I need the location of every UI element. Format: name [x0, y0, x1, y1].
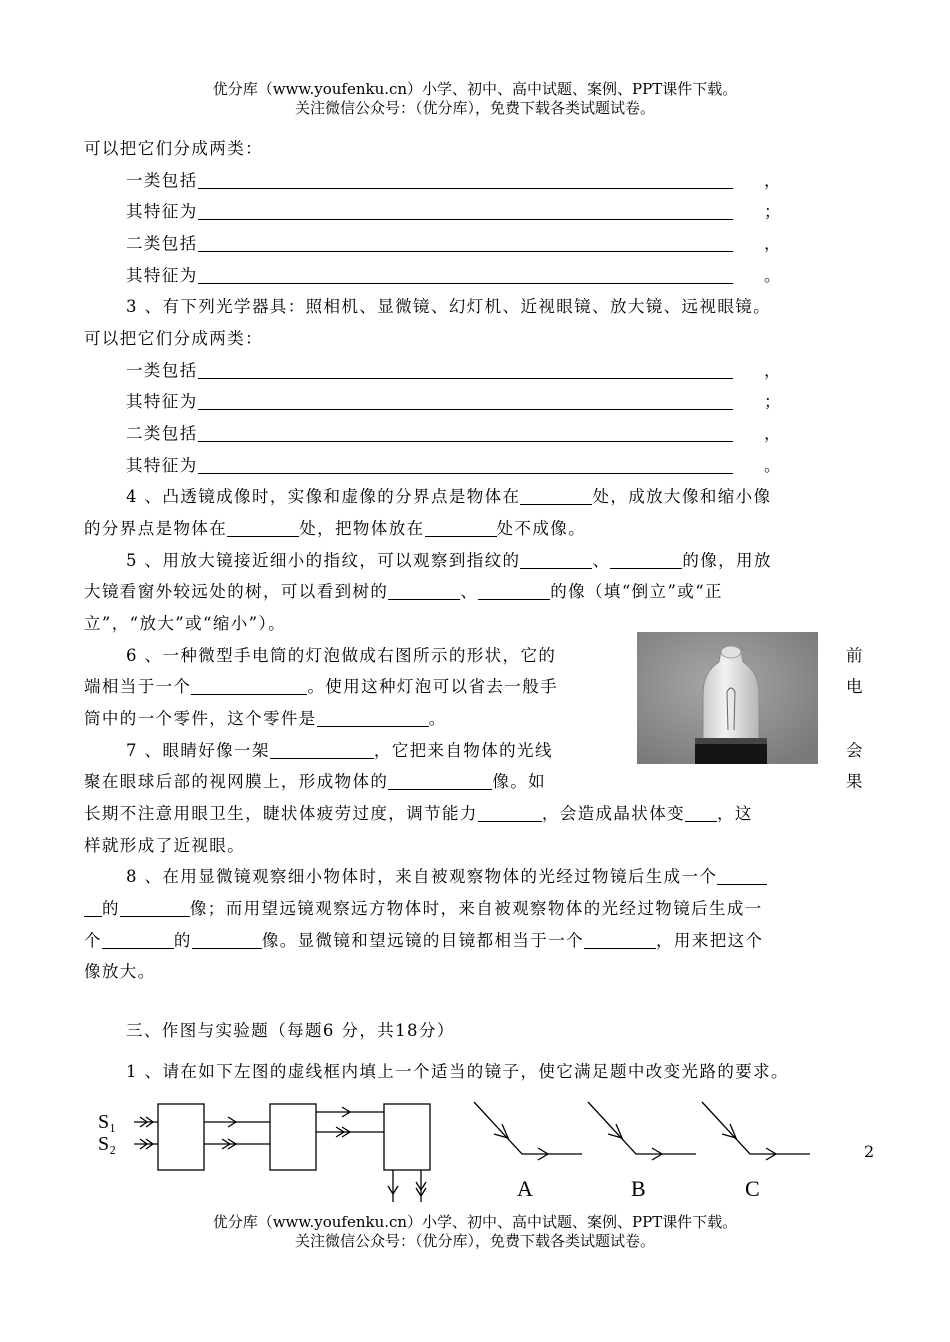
- q6-line1-right: 前: [846, 646, 863, 665]
- q2-row-1-end: ，: [764, 171, 781, 190]
- q2-row-2: 其特征为: [126, 198, 733, 222]
- q3-row-3: 二类包括: [126, 420, 733, 444]
- light-path-figure: [90, 1098, 830, 1208]
- q7-line1: 7 、眼睛好像一架 ，它把来自物体的光线: [126, 741, 553, 760]
- q5-line2: 大镜看窗外较远处的树，可以看到树的 、 的像（填“倒立”或“正: [84, 582, 723, 601]
- q3-intro: 可以把它们分成两类：: [84, 329, 263, 348]
- q3-row-1-end: ，: [764, 361, 781, 380]
- q3-row-4-end: 。: [764, 456, 781, 475]
- q3-row-2: 其特征为: [126, 388, 733, 412]
- page-header-line2: 关注微信公众号：（优分库），免费下载各类试题试卷。: [294, 99, 655, 117]
- q7-line3: 长期不注意用眼卫生，睫状体疲劳过度，调节能力 ，会造成晶状体变 ，这: [84, 804, 753, 823]
- q6-line1: 6 、一种微型手电筒的灯泡做成右图所示的形状，它的: [126, 646, 557, 665]
- q6-line2: 端相当于一个 。使用这种灯泡可以省去一般手: [84, 677, 559, 696]
- diagram-label-a: A: [517, 1176, 533, 1201]
- q8-line1: 8 、在用显微镜观察细小物体时，来自被观察物体的光经过物镜后生成一个: [126, 863, 767, 887]
- q5-line3: 立”，“放大”或“缩小”）。: [84, 614, 287, 633]
- q3-row-2-end: ；: [764, 392, 781, 411]
- q3-row-1: 一类包括: [126, 357, 733, 381]
- bulb-photo: [637, 632, 818, 764]
- q8-line2: 的 像；而用望远镜观察远方物体时，来自被观察物体的光经过物镜后生成一: [84, 895, 763, 919]
- q2-row-3-end: ，: [764, 234, 781, 253]
- section3-q1: 1 、请在如下左图的虚线框内填上一个适当的镜子，使它满足题中改变光路的要求。: [126, 1062, 789, 1081]
- q8-line4: 像放大。: [84, 962, 156, 981]
- mirror-box-3: [384, 1104, 430, 1170]
- q2-row-4: 其特征为: [126, 262, 733, 286]
- q6-line3: 筒中的一个零件，这个零件是 。: [84, 709, 447, 728]
- q5-line1: 5 、用放大镜接近细小的指纹，可以观察到指纹的 、 的像，用放: [126, 551, 772, 570]
- q4-line1: 4 、凸透镜成像时，实像和虚像的分界点是物体在 处，成放大像和缩小像: [126, 487, 772, 506]
- q3-question: 3 、有下列光学器具：照相机、显微镜、幻灯机、近视眼镜、放大镜、远视眼镜。: [126, 297, 772, 316]
- q8-line3: 个 的 像。显微镜和望远镜的目镜都相当于一个 ，用来把这个: [84, 931, 764, 950]
- q4-line2: 的分界点是物体在 处，把物体放在 处不成像。: [84, 519, 587, 538]
- q7-line4: 样就形成了近视眼。: [84, 836, 246, 855]
- page-number: 2: [864, 1142, 875, 1161]
- q3-row-3-end: ，: [764, 424, 781, 443]
- page-footer-line2: 关注微信公众号：（优分库），免费下载各类试题试卷。: [294, 1232, 655, 1250]
- diagram-label-c: C: [745, 1176, 760, 1201]
- q7-line2-right: 果: [846, 772, 863, 791]
- q2-intro: 可以把它们分成两类：: [84, 139, 263, 158]
- mirror-box-1: [158, 1104, 204, 1170]
- q6-line2-right: 电: [846, 677, 863, 696]
- source-s2-label: S₂: [98, 1133, 117, 1155]
- section3-title: 三、作图与实验题（每题6 分，共18分）: [126, 1021, 455, 1040]
- page-header-line1: 优分库（www.youfenku.cn）小学、初中、高中试题、案例、PPT课件下载。: [212, 80, 738, 98]
- page-footer-line1: 优分库（www.youfenku.cn）小学、初中、高中试题、案例、PPT课件下载。: [212, 1213, 738, 1231]
- q2-row-3: 二类包括: [126, 230, 733, 254]
- q3-row-4: 其特征为: [126, 452, 733, 476]
- q2-row-4-end: 。: [764, 266, 781, 285]
- q7-line1-right: 会: [846, 741, 863, 760]
- diagram-label-b: B: [631, 1176, 646, 1201]
- q2-row-2-end: ；: [764, 202, 781, 221]
- q7-line2: 聚在眼球后部的视网膜上，形成物体的 像。如: [84, 772, 547, 791]
- source-s1-label: S₁: [98, 1111, 117, 1133]
- q2-row-1: 一类包括: [126, 167, 733, 191]
- mirror-box-2: [270, 1104, 316, 1170]
